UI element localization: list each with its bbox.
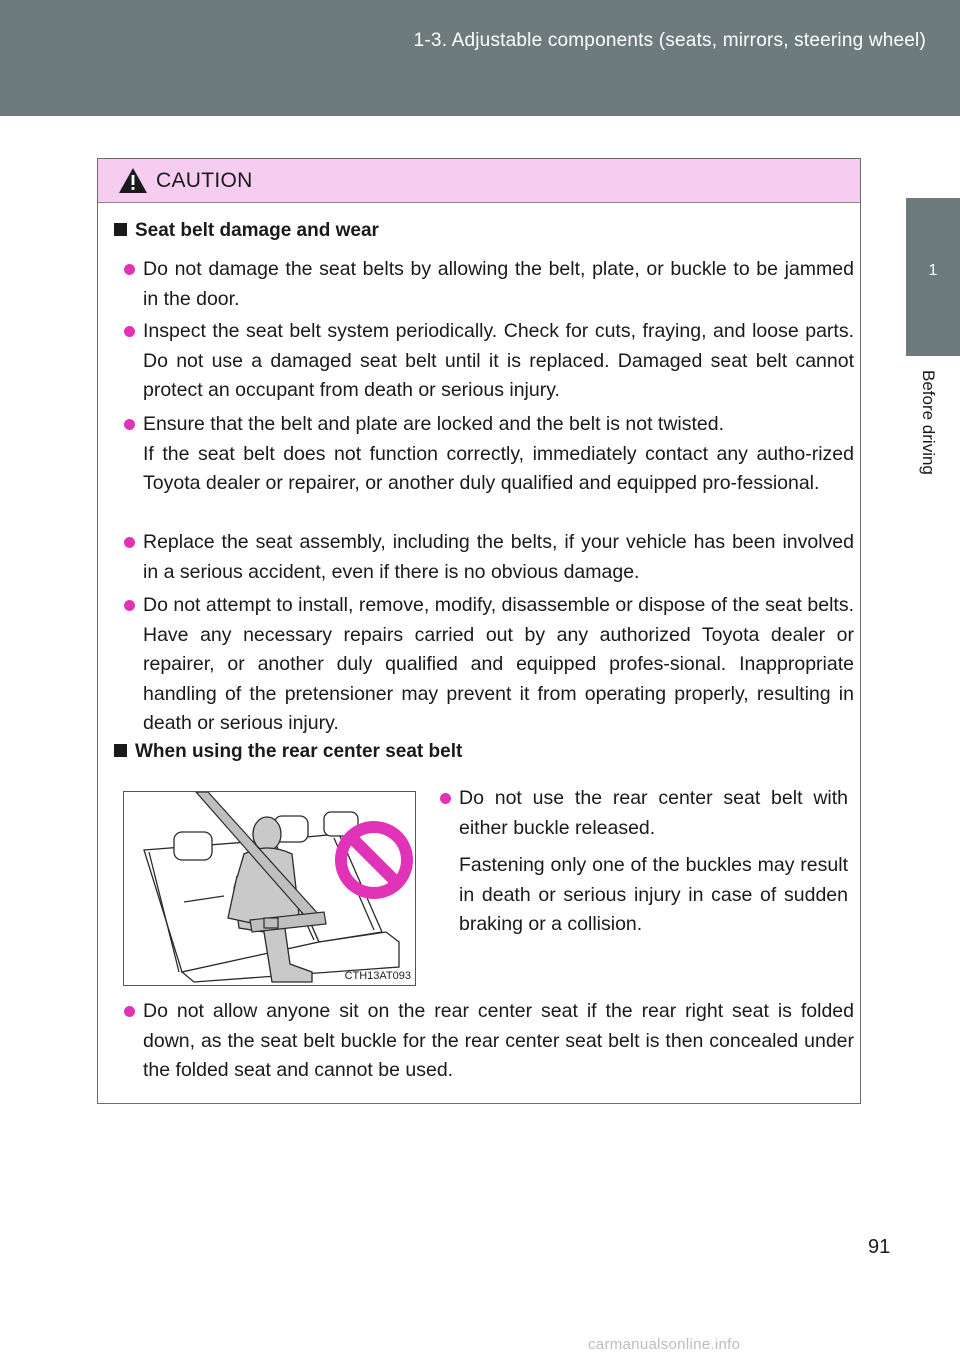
list-item bbox=[124, 997, 854, 1086]
section-heading-damage-wear: Seat belt damage and wear bbox=[114, 220, 379, 242]
page-header bbox=[0, 0, 960, 116]
bullet-dot-icon bbox=[124, 1006, 135, 1017]
bullet-dot-icon bbox=[124, 326, 135, 337]
bullet-text: If the seat belt does not function correctly, immediately contact any autho-rized Toyota dealer or repairer, or another duly qualified and equipped pro-fessional. bbox=[143, 442, 854, 494]
caution-box bbox=[97, 158, 861, 1104]
bullet-dot-icon bbox=[124, 537, 135, 548]
bullet-text: Replace the seat assembly, including the belts, if your vehicle has been involved in a serious accident, even if there is no obvious damage. bbox=[143, 531, 854, 583]
bullet-dot-icon bbox=[124, 600, 135, 611]
list-item bbox=[124, 591, 854, 739]
seat-belt-drawing bbox=[124, 792, 416, 986]
bullet-dot-icon bbox=[124, 264, 135, 275]
list-item bbox=[440, 784, 848, 940]
bullet-text: Inspect the seat belt system periodically. Check for cuts, fraying, and loose parts. Do not use a damaged seat belt until it is replaced. Damaged seat belt cannot protect an occupant from death or serious injury. bbox=[143, 320, 854, 401]
bullet-text: Do not allow anyone sit on the rear center seat if the rear right seat is folded down, as the seat belt buckle for the rear center seat belt is then concealed under the folded seat and cannot be used. bbox=[143, 1000, 854, 1081]
section-heading-rear-center: When using the rear center seat belt bbox=[114, 741, 462, 763]
list-item bbox=[124, 410, 854, 499]
list-item bbox=[124, 317, 854, 406]
watermark: carmanualsonline.info bbox=[588, 1336, 741, 1353]
caution-title: CAUTION bbox=[156, 169, 253, 192]
section-title: 1-3. Adjustable components (seats, mirrors, steering wheel) bbox=[413, 30, 926, 51]
list-item bbox=[124, 528, 854, 587]
caution-header bbox=[98, 159, 860, 203]
bullet-text: Ensure that the belt and plate are locked and the belt is not twisted. bbox=[143, 413, 725, 435]
bullet-dot-icon bbox=[124, 419, 135, 430]
bullet-dot-icon bbox=[440, 793, 451, 804]
list-item bbox=[124, 255, 854, 314]
rear-center-seat-illustration bbox=[123, 791, 416, 986]
bullet-text: Do not damage the seat belts by allowing the belt, plate, or buckle to be jammed in the door. bbox=[143, 258, 854, 310]
square-bullet-icon bbox=[114, 223, 127, 236]
illustration-code: CTH13AT093 bbox=[344, 970, 411, 982]
page-number: 91 bbox=[868, 1236, 891, 1258]
square-bullet-icon bbox=[114, 744, 127, 757]
warning-triangle-icon bbox=[118, 167, 148, 194]
bullet-text: Fastening only one of the buckles may result in death or serious injury in case of sudden braking or a collision. bbox=[459, 854, 848, 935]
bullet-text: Do not attempt to install, remove, modify, disassemble or dispose of the seat belts. Have any necessary repairs carried out by any authorized Toyota dealer or repairer, or another duly qualified and equipped profes-sional. Inappropriate handling of the pretensioner may prevent it from operating properly, resulting in death or serious injury. bbox=[143, 594, 854, 734]
chapter-label: Before driving bbox=[919, 370, 938, 475]
chapter-number: 1 bbox=[928, 262, 938, 279]
bullet-text: Do not use the rear center seat belt with either buckle released. bbox=[459, 787, 848, 839]
